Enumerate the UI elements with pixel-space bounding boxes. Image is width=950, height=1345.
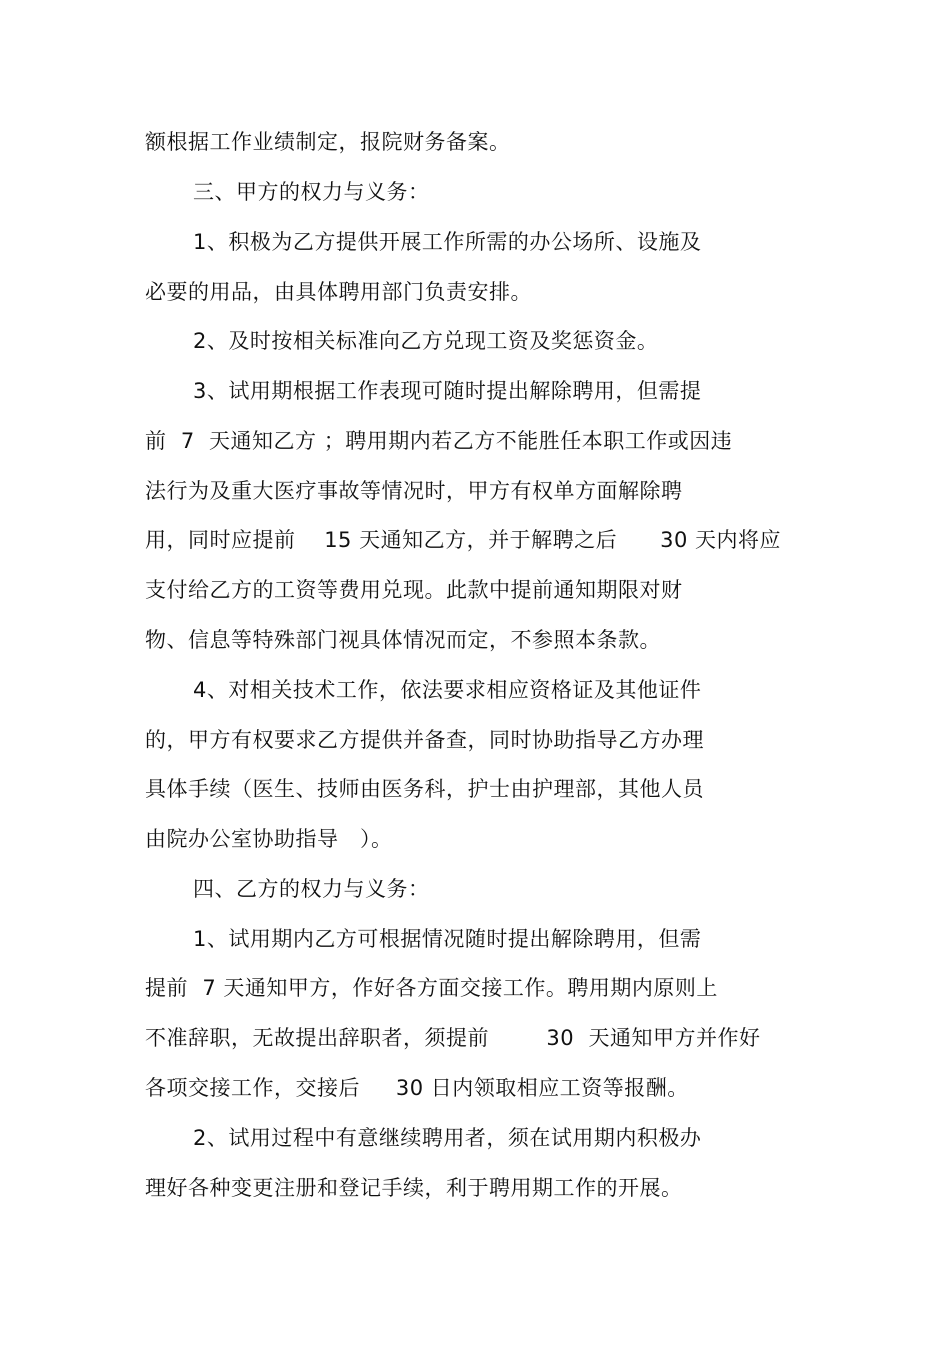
text-line: 1、试用期内乙方可根据情况随时提出解除聘用，但需 <box>193 927 702 951</box>
text-line: 的，甲方有权要求乙方提供并备查，同时协助指导乙方办理 <box>145 728 704 752</box>
text-line: 额根据工作业绩制定，报院财务备案。 <box>145 130 511 154</box>
text-line: 必要的用品，由具体聘用部门负责安排。 <box>145 280 532 304</box>
text-line: 不准辞职，无故提出辞职者，须提前 30 天通知甲方并作好 <box>145 1026 761 1050</box>
text-line: 1、积极为乙方提供开展工作所需的办公场所、设施及 <box>193 230 702 254</box>
text-line: 2、试用过程中有意继续聘用者，须在试用期内积极办 <box>193 1126 702 1150</box>
section-heading-4: 四、乙方的权力与义务： <box>193 877 430 901</box>
text-line: 3、试用期根据工作表现可随时提出解除聘用，但需提 <box>193 379 702 403</box>
text-line: 4、对相关技术工作，依法要求相应资格证及其他证件 <box>193 678 702 702</box>
section-heading-3: 三、甲方的权力与义务： <box>193 180 430 204</box>
text-line: 前 7 天通知乙方 ；聘用期内若乙方不能胜任本职工作或因违 <box>145 429 733 453</box>
text-line: 各项交接工作，交接后 30 日内领取相应工资等报酬。 <box>145 1076 689 1100</box>
text-line: 支付给乙方的工资等费用兑现。此款中提前通知期限对财 <box>145 578 683 602</box>
text-line: 具体手续（医生、技师由医务科，护士由护理部，其他人员 <box>145 777 704 801</box>
text-line: 2、及时按相关标准向乙方兑现工资及奖惩资金。 <box>193 329 659 353</box>
text-line: 由院办公室协助指导 ）。 <box>145 827 393 851</box>
text-line: 提前 7 天通知甲方，作好各方面交接工作。聘用期内原则上 <box>145 976 718 1000</box>
text-line: 物、信息等特殊部门视具体情况而定，不参照本条款。 <box>145 628 661 652</box>
text-line: 法行为及重大医疗事故等情况时，甲方有权单方面解除聘 <box>145 479 683 503</box>
text-line: 用，同时应提前 15 天通知乙方，并于解聘之后 30 天内将应 <box>145 528 782 552</box>
text-line: 理好各种变更注册和登记手续，利于聘用期工作的开展。 <box>145 1176 683 1200</box>
